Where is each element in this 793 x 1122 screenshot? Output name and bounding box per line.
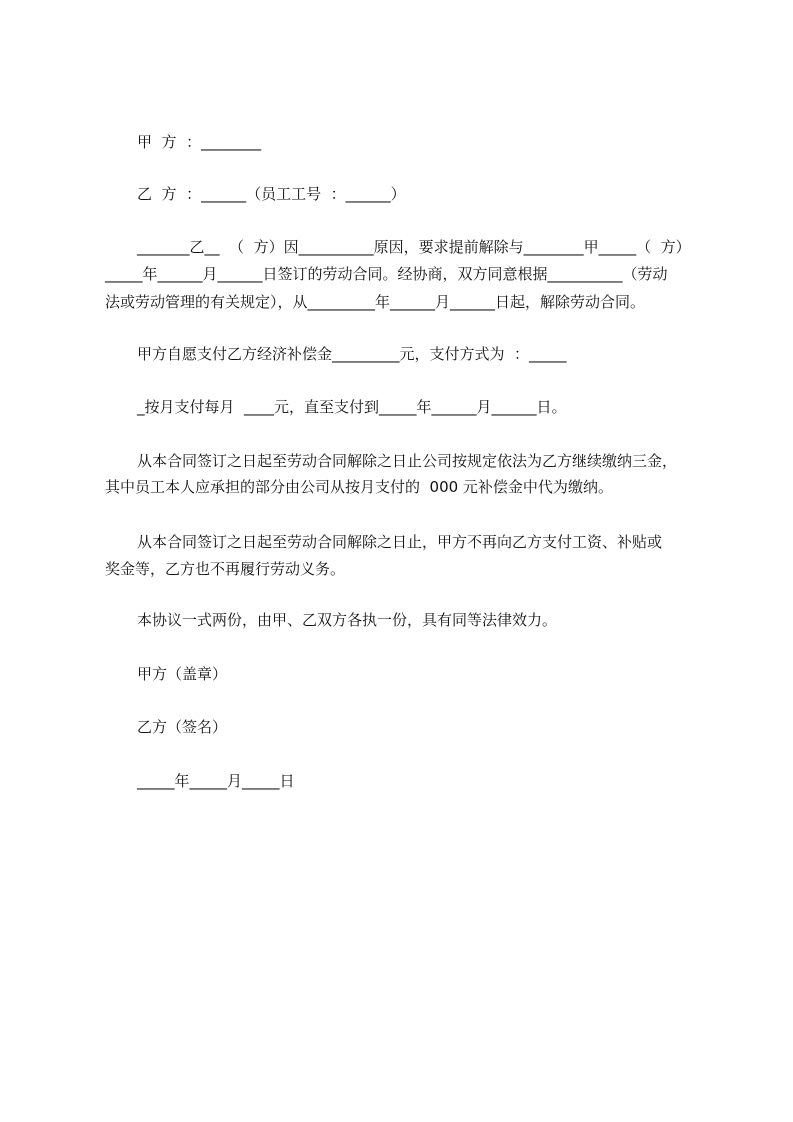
wages-paragraph-line-1: 从本合同签订之日起至劳动合同解除之日止，甲方不再向乙方支付工资、补贴或 (137, 533, 663, 551)
monthly-payment-line: _按月支付每月 ____元，直至支付到_____年______月______日。 (137, 398, 567, 416)
termination-paragraph-line-3: 法或劳动管理的有关规定），从_________年______月______日起，解除劳动合同。 (105, 293, 646, 311)
termination-paragraph-line-1: _______乙__ （ 方）因__________原因，要求提前解除与________甲_____（ 方） (137, 238, 691, 256)
party-b-line: 乙 方 ：______（员工工号 ：______） (137, 185, 406, 203)
termination-paragraph-line-2: _____年______月______日签订的劳动合同。经协商，双方同意根据__________（劳动 (105, 265, 668, 283)
insurance-paragraph-line-2: 其中员工本人应承担的部分由公司从按月支付的 000 元补偿金中代为缴纳。 (105, 478, 613, 496)
party-a-seal-label: 甲方（盖章） (137, 665, 228, 683)
copies-clause: 本协议一式两份，由甲、乙双方各执一份，具有同等法律效力。 (137, 611, 558, 629)
insurance-paragraph-line-1: 从本合同签订之日起至劳动合同解除之日止公司按规定依法为乙方继续缴纳三金， (137, 452, 678, 470)
wages-paragraph-line-2: 奖金等，乙方也不再履行劳动义务。 (105, 560, 346, 578)
party-a-line: 甲 方 ：________ (137, 133, 262, 151)
compensation-line: 甲方自愿支付乙方经济补偿金_________元，支付方式为 ：_____ (137, 345, 567, 363)
party-b-signature-label: 乙方（签名） (137, 718, 228, 736)
signing-date-line: _____年_____月_____日 (137, 772, 295, 790)
